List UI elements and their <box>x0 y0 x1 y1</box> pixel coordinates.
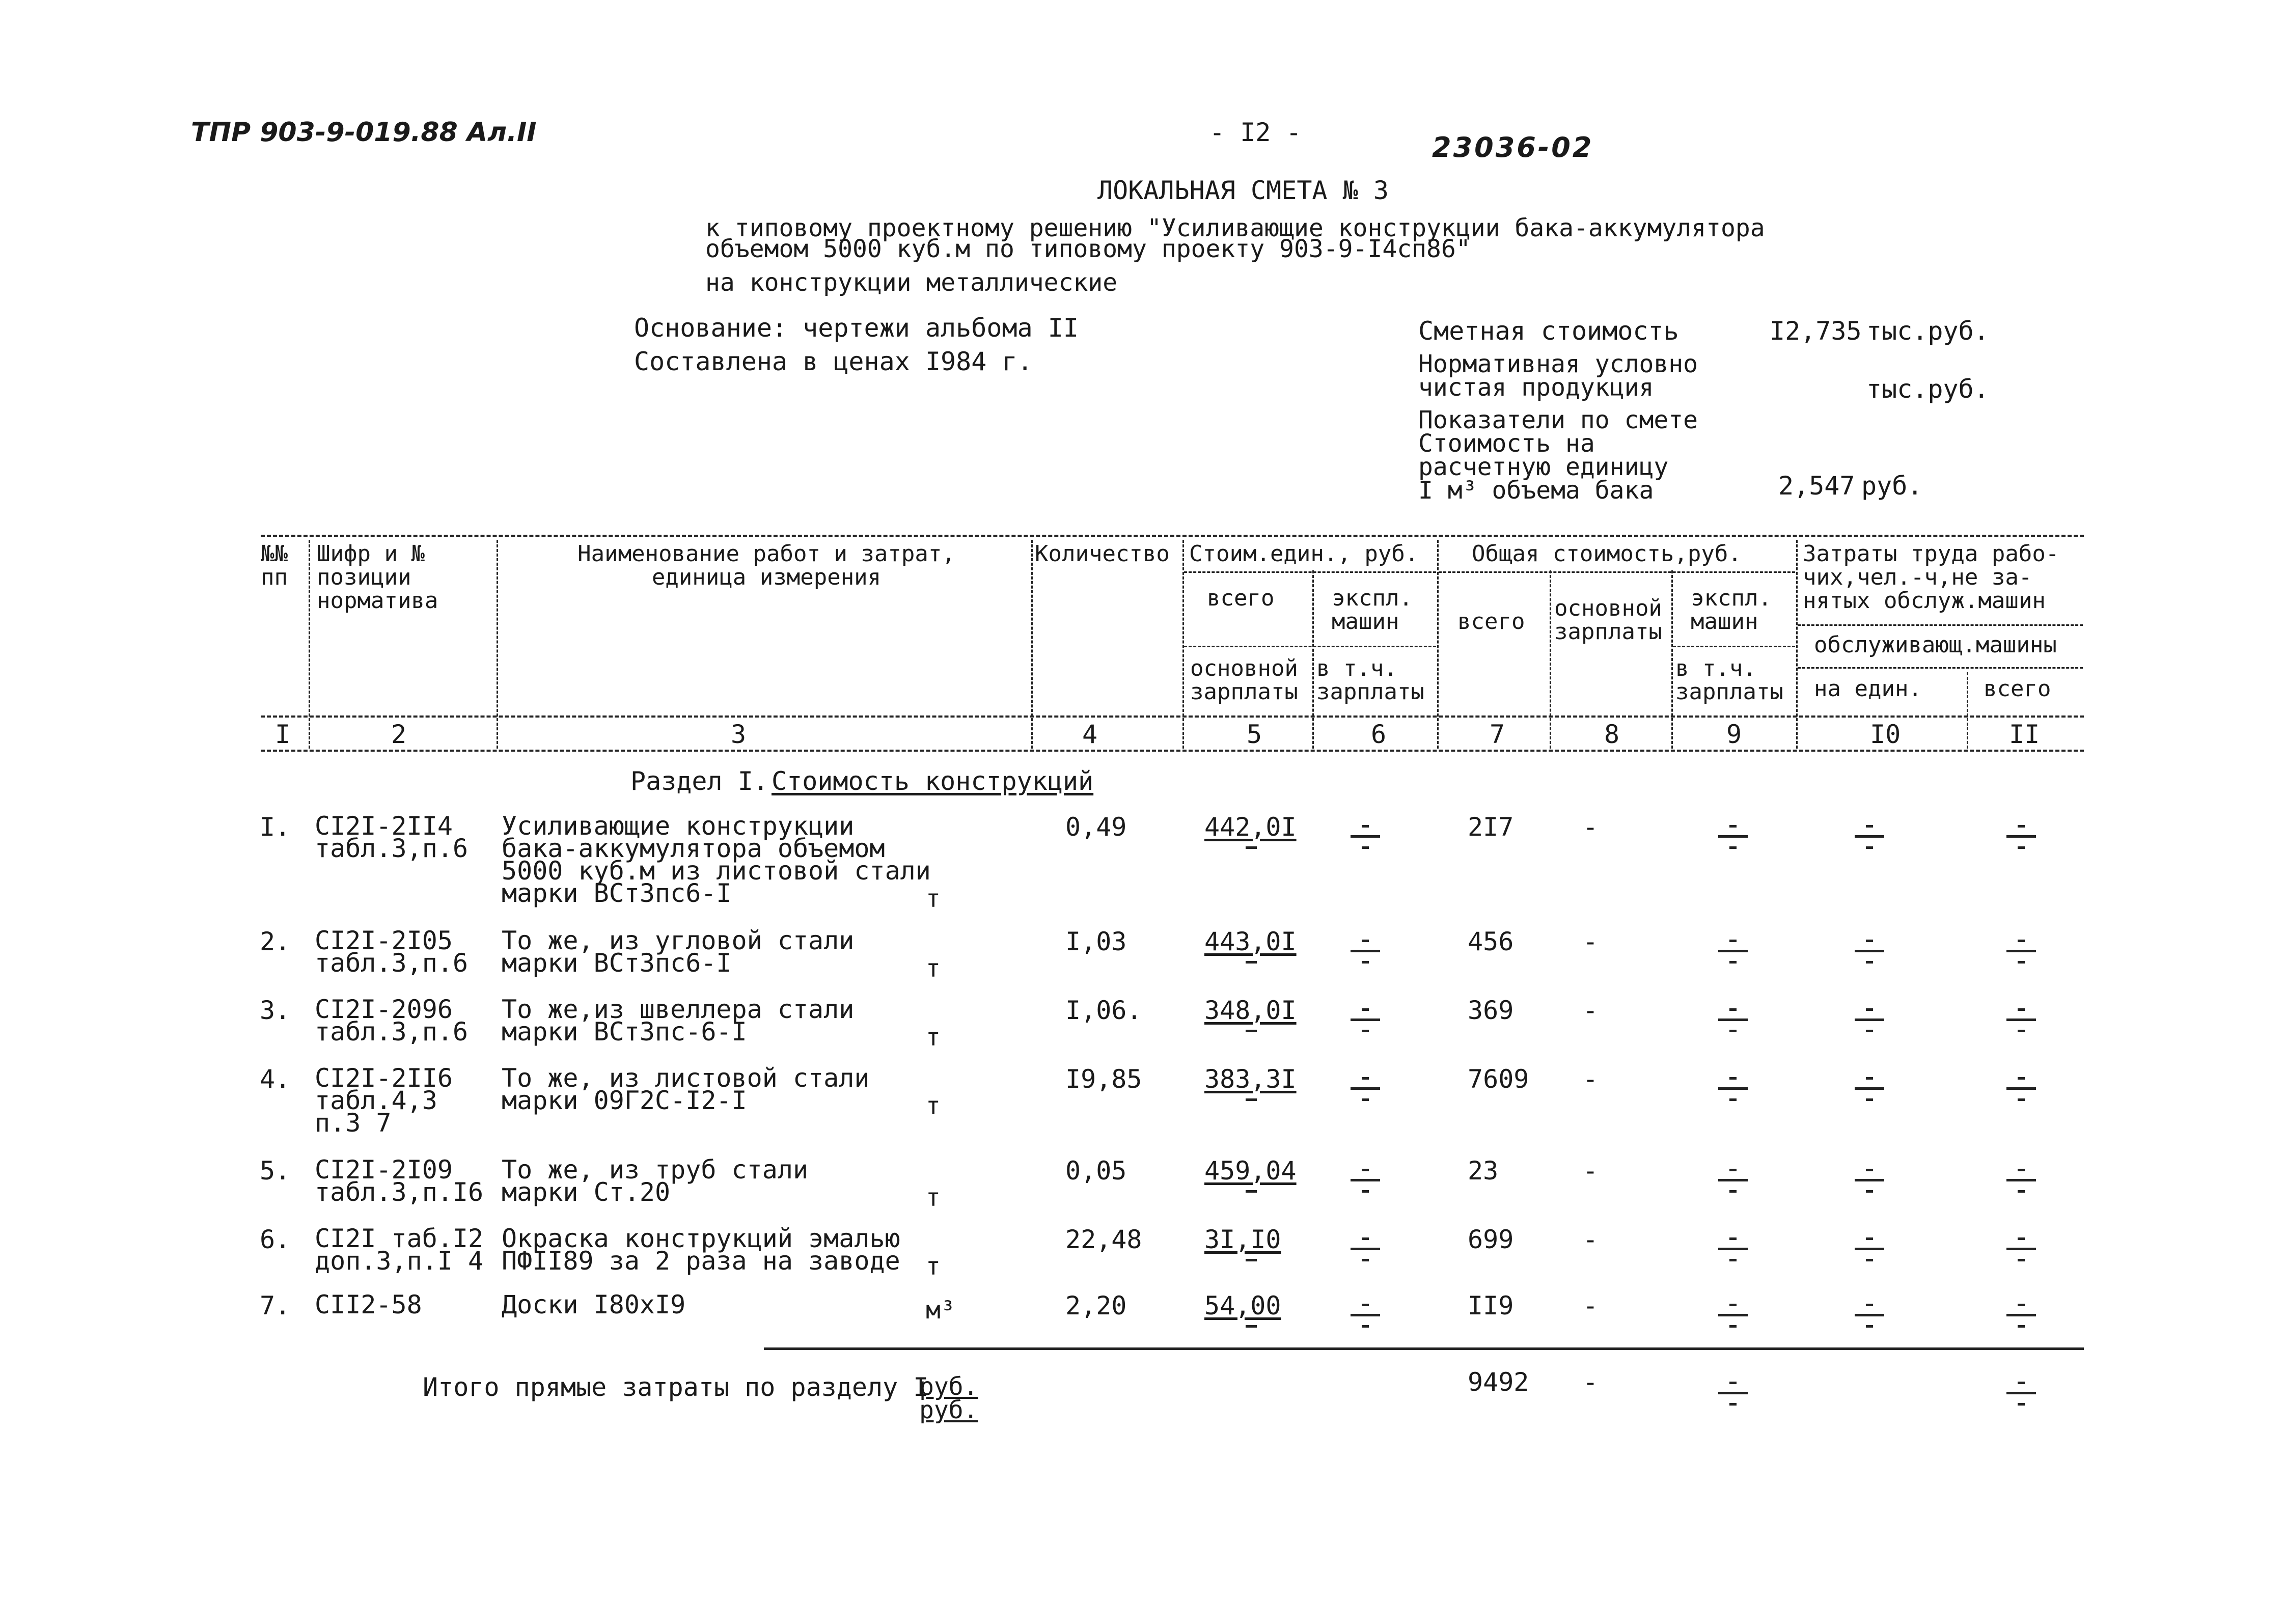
row-base-wage: - <box>1583 927 1599 956</box>
header-rule <box>1673 646 1795 647</box>
row-base-wage: - <box>1583 996 1599 1025</box>
row-total: 7609 <box>1468 1064 1529 1094</box>
price-sub-dash <box>1246 1030 1257 1032</box>
column-number: I <box>275 720 291 749</box>
row-name: Окраска конструкций эмалью ПФII89 за 2 раза на заводе <box>502 1224 900 1276</box>
document-code: ТПР 903-9-019.88 Ал.II <box>191 117 537 148</box>
fraction-mark <box>1718 1004 1748 1035</box>
fraction-mark <box>1718 821 1748 851</box>
normative-production-label: Нормативная условно чистая продукция <box>1418 350 1698 402</box>
row-unit-price: 3I,I0 <box>1204 1225 1281 1254</box>
row-quantity: 0,05 <box>1065 1156 1127 1186</box>
header-col-code: Шифр и № позиции норматива <box>317 541 438 614</box>
indicators-value: 2,547 <box>1778 471 1855 501</box>
totals-label: Итого прямые затраты по разделу I <box>423 1372 929 1402</box>
row-number: 4. <box>260 1064 291 1094</box>
row-total: II9 <box>1468 1291 1514 1320</box>
price-sub-dash <box>1246 1325 1257 1328</box>
row-number: I. <box>260 812 291 842</box>
row-code: CII2-58 <box>315 1290 422 1319</box>
fraction-mark <box>1718 1233 1748 1264</box>
fraction-mark <box>1855 1073 1884 1104</box>
row-unit-price: 443,0I <box>1204 927 1297 956</box>
row-code: CI2I-2II4 табл.3,п.6 <box>315 811 469 863</box>
header-col-unit-cost: Стоим.един., руб. <box>1189 541 1419 567</box>
row-total: 456 <box>1468 927 1514 956</box>
column-number: 4 <box>1082 720 1098 749</box>
row-quantity: I,06. <box>1065 996 1142 1025</box>
row-unit-price: 348,0I <box>1204 996 1297 1025</box>
row-base-wage: - <box>1583 1064 1599 1094</box>
row-base-wage: - <box>1583 1291 1599 1320</box>
fraction-mark <box>1718 1378 1748 1408</box>
table-top-rule <box>261 535 2084 537</box>
fraction-mark <box>1351 1233 1380 1264</box>
row-name: То же,из швеллера стали марки ВСт3пс-6-I <box>502 995 855 1047</box>
fraction-mark <box>1351 935 1380 966</box>
fraction-mark <box>1351 1004 1380 1035</box>
header-labor-per-unit: на един. <box>1814 676 1922 702</box>
row-number: 7. <box>260 1291 291 1320</box>
column-number: 3 <box>731 720 747 749</box>
column-number: 6 <box>1371 720 1387 749</box>
header-rule <box>1184 646 1436 647</box>
header-unit-incl-wage: в т.ч. зарплаты <box>1316 655 1424 705</box>
row-quantity: 22,48 <box>1065 1225 1142 1254</box>
row-base-wage: - <box>1583 1156 1599 1186</box>
header-col-quantity: Количество <box>1035 541 1170 567</box>
row-unit: т <box>926 1252 941 1281</box>
column-number: II <box>2009 720 2040 749</box>
fraction-mark <box>1718 935 1748 966</box>
fraction-mark <box>2006 1004 2036 1035</box>
row-number: 2. <box>260 927 291 956</box>
row-code: CI2I-2096 табл.3,п.6 <box>315 995 469 1047</box>
basis-drawings: Основание: чертежи альбома II <box>634 313 1079 343</box>
fraction-mark <box>1855 935 1884 966</box>
header-col-labor: Затраты труда рабо- чих,чел.-ч,не за- нятых обслуж.машин <box>1803 541 2059 614</box>
totals-rule <box>764 1347 2084 1350</box>
estimate-title: ЛОКАЛЬНАЯ СМЕТА № 3 <box>1097 176 1389 205</box>
fraction-mark <box>1855 1165 1884 1195</box>
row-total: 369 <box>1468 996 1514 1025</box>
row-total: 2I7 <box>1468 812 1514 842</box>
fraction-mark <box>1351 1073 1380 1104</box>
row-unit-price: 54,00 <box>1204 1291 1281 1320</box>
row-name: Усиливающие конструкции бака-аккумулятора объемом 5000 куб.м из листовой стали марки ВСт3пс6-I <box>502 811 931 908</box>
row-base-wage: - <box>1583 812 1599 842</box>
column-number: 7 <box>1490 720 1505 749</box>
header-divider <box>1967 672 1968 749</box>
totals-sum: 9492 <box>1468 1367 1529 1397</box>
price-sub-dash <box>1246 1190 1257 1193</box>
fraction-mark <box>1855 1300 1884 1330</box>
fraction-mark <box>2006 1300 2036 1330</box>
header-numbers-rule <box>261 715 2084 718</box>
estimated-cost-label: Сметная стоимость <box>1418 316 1679 346</box>
price-sub-dash <box>1246 1098 1257 1101</box>
estimate-subtitle-line-2: объемом 5000 куб.м по типовому проекту 903-9-I4сп86" <box>705 235 1471 263</box>
row-code: CI2I-2I05 табл.3,п.6 <box>315 926 469 978</box>
document-number: 23036-02 <box>1432 131 1594 163</box>
header-unit-total: всего <box>1207 585 1275 611</box>
fraction-mark <box>2006 1233 2036 1264</box>
basis-prices: Составлена в ценах I984 г. <box>634 347 1033 376</box>
row-name: То же, из угловой стали марки ВСт3пс6-I <box>502 926 855 978</box>
row-unit-price: 442,0I <box>1204 812 1297 842</box>
header-unit-machines: экспл. машин <box>1332 585 1413 635</box>
totals-unit: руб. руб. <box>919 1372 978 1424</box>
header-rule <box>1798 624 2083 626</box>
fraction-mark <box>2006 1073 2036 1104</box>
fraction-mark <box>2006 1378 2036 1408</box>
fraction-mark <box>1855 1004 1884 1035</box>
row-quantity: I,03 <box>1065 927 1127 956</box>
fraction-mark <box>1351 821 1380 851</box>
fraction-mark <box>1718 1073 1748 1104</box>
row-name: То же, из листовой стали марки 09Г2С-I2-I <box>502 1063 870 1115</box>
row-code: CI2I таб.I2 доп.3,п.I 4 <box>315 1224 484 1276</box>
row-unit: м³ <box>926 1296 955 1325</box>
header-total-base-wage: основной зарплаты <box>1554 595 1662 645</box>
estimate-subtitle-line-1: к типовому проектному решению "Усиливающие конструкции бака-аккумулятора <box>705 214 1765 242</box>
normative-production-unit: тыс.руб. <box>1866 374 1989 404</box>
header-divider <box>1550 570 1551 749</box>
row-unit: т <box>926 954 941 983</box>
totals-wage: - <box>1583 1367 1599 1397</box>
row-unit: т <box>926 885 941 913</box>
header-total-incl-wage: в т.ч. зарплаты <box>1675 655 1783 705</box>
header-col-total-cost: Общая стоимость,руб. <box>1472 541 1742 567</box>
estimate-subtitle-line-3: на конструкции металлические <box>705 268 1118 297</box>
header-rule <box>1798 667 2083 669</box>
column-number: I0 <box>1870 720 1901 749</box>
indicators-label: Показатели по смете Стоимость на расчетную единицу I м³ объема бака <box>1418 406 1698 505</box>
fraction-mark <box>1855 821 1884 851</box>
page-number: - I2 - <box>1209 118 1302 147</box>
column-number: 5 <box>1247 720 1262 749</box>
header-rule <box>1184 571 1436 573</box>
fraction-mark <box>1718 1300 1748 1330</box>
header-col-number: №№ пп <box>261 541 288 590</box>
row-total: 699 <box>1468 1225 1514 1254</box>
row-unit: т <box>926 1023 941 1052</box>
row-code: CI2I-2II6 табл.4,3 п.3 7 <box>315 1063 453 1138</box>
row-name: Доски I80xI9 <box>502 1290 686 1319</box>
row-number: 6. <box>260 1225 291 1254</box>
price-sub-dash <box>1246 961 1257 964</box>
header-bottom-rule <box>261 750 2084 752</box>
fraction-mark <box>1351 1165 1380 1195</box>
estimated-cost-value: I2,735 <box>1770 316 1862 346</box>
section-prefix: Раздел I. <box>630 766 768 796</box>
row-unit-price: 459,04 <box>1204 1156 1297 1186</box>
fraction-mark <box>2006 1165 2036 1195</box>
row-quantity: 0,49 <box>1065 812 1127 842</box>
header-labor-service: обслуживающ.машины <box>1814 632 2057 658</box>
row-unit-price: 383,3I <box>1204 1064 1297 1094</box>
row-code: CI2I-2I09 табл.3,п.I6 <box>315 1155 484 1207</box>
section-title: Стоимость конструкций <box>772 766 1094 796</box>
row-quantity: I9,85 <box>1065 1064 1142 1094</box>
price-sub-dash <box>1246 1259 1257 1261</box>
row-total: 23 <box>1468 1156 1499 1186</box>
row-name: То же, из труб стали марки Ст.20 <box>502 1155 809 1207</box>
header-unit-base-wage: основной зарплаты <box>1190 655 1298 705</box>
column-number: 8 <box>1604 720 1620 749</box>
column-number: 9 <box>1726 720 1742 749</box>
header-total-machines: экспл. машин <box>1691 585 1772 635</box>
fraction-mark <box>2006 935 2036 966</box>
header-col-name: Наименование работ и затрат, единица измерения <box>577 541 955 590</box>
header-rule <box>1439 571 1795 573</box>
fraction-mark <box>1718 1165 1748 1195</box>
price-sub-dash <box>1246 846 1257 849</box>
row-base-wage: - <box>1583 1225 1599 1254</box>
row-unit: т <box>926 1183 941 1212</box>
estimated-cost-unit: тыс.руб. <box>1866 316 1989 346</box>
indicators-unit: руб. <box>1861 471 1923 501</box>
row-quantity: 2,20 <box>1065 1291 1127 1320</box>
row-number: 5. <box>260 1156 291 1186</box>
header-labor-total: всего <box>1984 676 2051 702</box>
row-unit: т <box>926 1092 941 1120</box>
header-divider <box>1671 570 1673 749</box>
column-number: 2 <box>391 720 407 749</box>
fraction-mark <box>1351 1300 1380 1330</box>
fraction-mark <box>2006 821 2036 851</box>
header-total-all: всего <box>1457 609 1525 635</box>
header-divider <box>1312 570 1314 749</box>
row-number: 3. <box>260 996 291 1025</box>
fraction-mark <box>1855 1233 1884 1264</box>
